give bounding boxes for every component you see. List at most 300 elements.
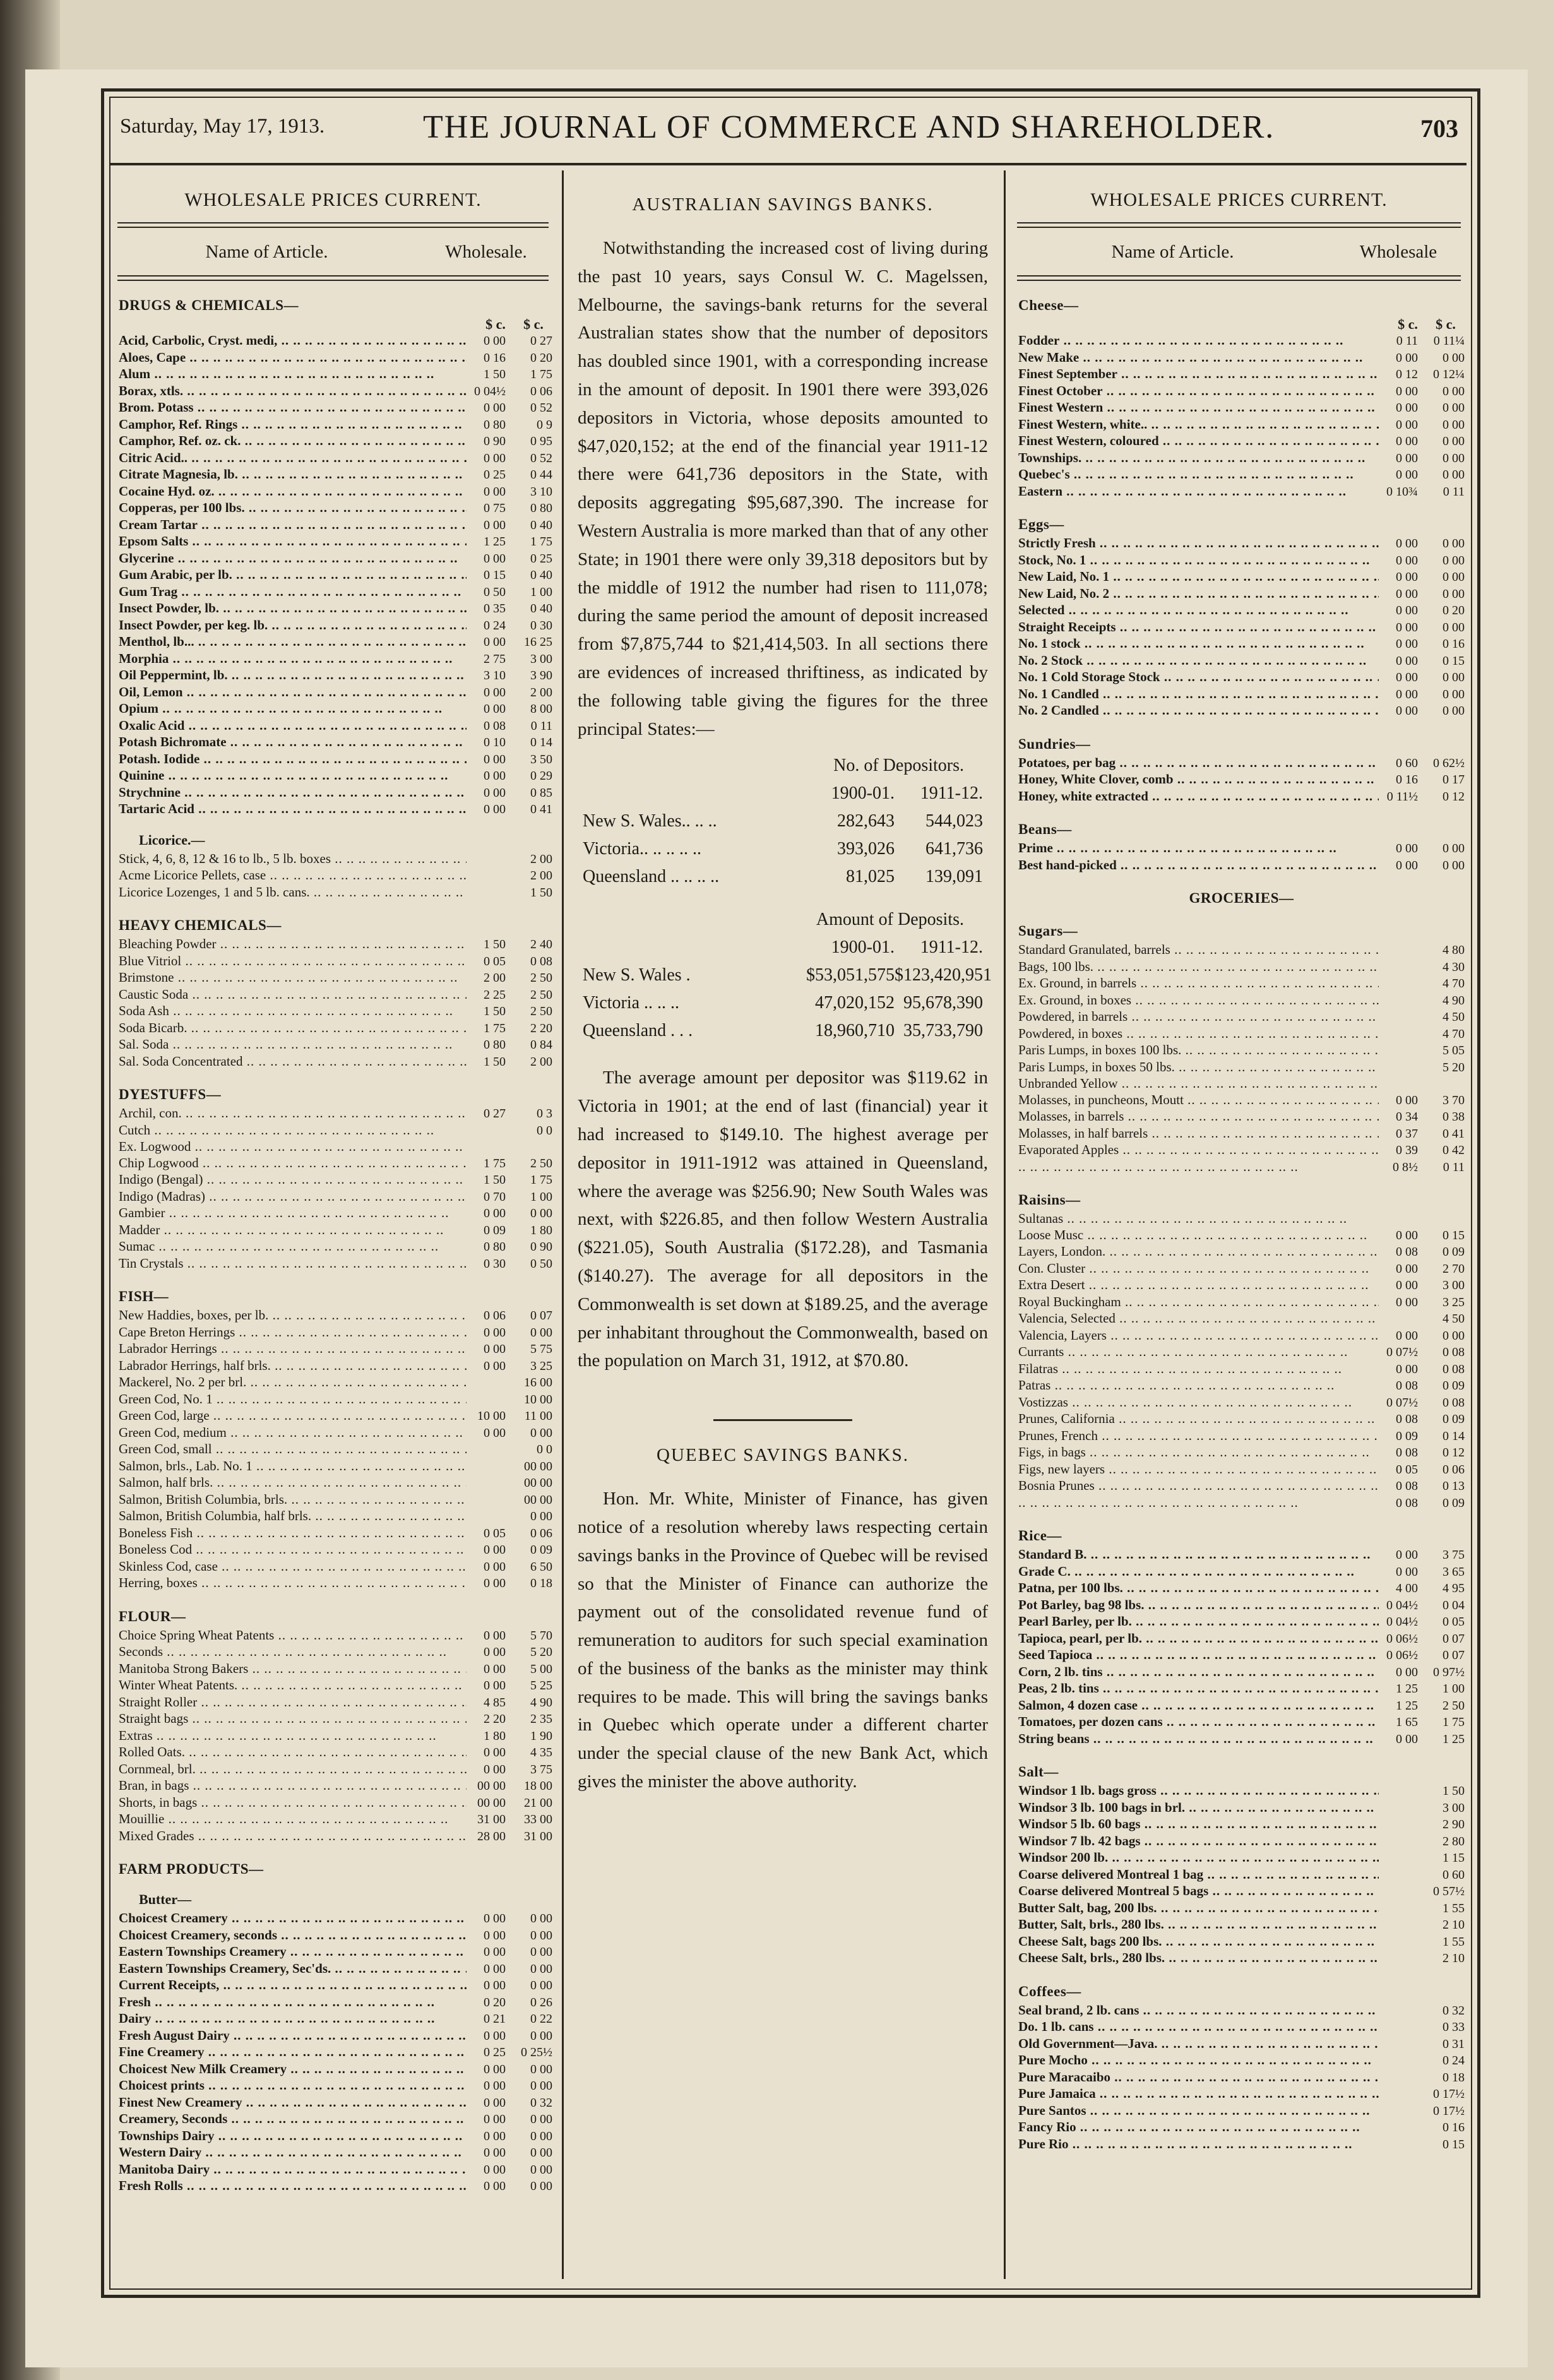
article-name: Do. 1 lb. cans .. .. [1013, 2019, 1379, 2035]
price-low: 0 08 [1396, 1479, 1418, 1493]
double-rule [1017, 222, 1461, 228]
article-name: Molasses, in half barrels .. .. [1013, 1126, 1379, 1142]
price-high: 0 38 [1443, 1110, 1465, 1124]
price-row [1013, 942, 1465, 959]
quebec-savings-article [571, 1485, 994, 1796]
article-name: Choice Spring Wheat Patents .. .. [114, 1627, 467, 1644]
price-low: 0 08 [1396, 1379, 1418, 1393]
article-name: Tartaric Acid .. .. [114, 801, 467, 818]
price-row [114, 1358, 552, 1375]
price-row [1013, 2019, 1465, 2036]
price-row [114, 1525, 552, 1542]
double-rule [1017, 275, 1461, 281]
article-name: Salmon, British Columbia, half brls. .. .. [114, 1508, 467, 1525]
price-high: 2 00 [530, 852, 552, 866]
price-row [114, 433, 552, 450]
price-row [1013, 1227, 1465, 1244]
price-row [1013, 1833, 1465, 1850]
price-row [114, 801, 552, 818]
price-high: 1 50 [1443, 1784, 1465, 1798]
price-row [1013, 602, 1465, 619]
price-low: 0 00 [1396, 451, 1418, 465]
price-low: 0 06½ [1386, 1648, 1418, 1662]
price-row [1013, 1395, 1465, 1412]
article-name: Pearl Barley, per lb. .. .. [1013, 1614, 1379, 1630]
price-row [114, 1944, 552, 1961]
price-high: 5 20 [530, 1645, 552, 1659]
article-name: Windsor 7 lb. 42 bags .. .. [1013, 1833, 1379, 1850]
page-number: 703 [1420, 114, 1458, 143]
deposits-rows [583, 961, 992, 1045]
price-row [1013, 1261, 1465, 1278]
price-low: 0 00 [484, 551, 506, 566]
article-name: Salmon, British Columbia, brls. .. .. [114, 1492, 467, 1508]
price-low: 0 00 [484, 1576, 506, 1590]
article-name: Brom. Potass .. .. [114, 400, 467, 416]
price-low: 0 00 [484, 1912, 506, 1925]
price-row [114, 1324, 552, 1342]
article-name: String beans .. .. [1013, 1731, 1379, 1747]
price-low: 0 06½ [1386, 1631, 1418, 1646]
price-high: 0 32 [1443, 2003, 1465, 2018]
price-high: 2 00 [530, 1054, 552, 1069]
price-row [114, 484, 552, 501]
article-name: Paris Lumps, in boxes 50 lbs. .. .. [1013, 1059, 1379, 1076]
price-low: 0 05 [484, 1526, 506, 1540]
price-high: 0 00 [1443, 468, 1465, 482]
article-name: New Laid, No. 2 .. .. [1013, 586, 1379, 602]
price-high: 0 07 [530, 1309, 552, 1323]
price-low: 0 00 [1396, 687, 1418, 701]
article-name [1013, 1495, 1379, 1511]
left-price-sections [114, 297, 552, 2195]
article-name: Cream Tartar .. .. [114, 517, 467, 533]
price-high: 00 00 [524, 1476, 552, 1490]
price-row [114, 734, 552, 751]
price-high: 33 00 [524, 1812, 552, 1826]
price-row [1013, 467, 1465, 484]
article-name: Figs, new layers .. .. [1013, 1461, 1379, 1478]
article-name: Pure Santos .. .. [1013, 2103, 1379, 2119]
article-name: Filatras .. .. [1013, 1361, 1379, 1377]
price-high: 4 90 [1443, 993, 1465, 1008]
price-row [114, 751, 552, 768]
article-name: No. 2 Candled .. .. [1013, 703, 1379, 719]
article-name: Mouillie .. .. [114, 1811, 467, 1828]
price-row [114, 1677, 552, 1694]
price-low: 0 34 [1396, 1110, 1418, 1124]
article-name: Creamery, Seconds .. .. [114, 2111, 467, 2127]
price-high: 2 40 [530, 937, 552, 951]
price-low: 0 00 [484, 1961, 506, 1976]
price-row [114, 884, 552, 901]
section-title: FARM PRODUCTS— [119, 1861, 264, 1877]
article-name: Strychnine .. .. [114, 785, 467, 801]
price-row [1013, 450, 1465, 467]
right-prices-heading: WHOLESALE PRICES CURRENT. [1090, 189, 1388, 210]
price-high: 0 00 [530, 1978, 552, 1992]
article-name: Mixed Grades .. .. [114, 1828, 467, 1845]
price-row [114, 1105, 552, 1122]
price-row [1013, 350, 1465, 367]
price-high: 11 00 [524, 1409, 552, 1423]
depositors-rows [583, 807, 983, 891]
article-name: Cheese Salt, bags 200 lbs. .. .. [1013, 1934, 1379, 1950]
article-name: Manitoba Strong Bakers .. .. [114, 1661, 467, 1677]
price-row [114, 1728, 552, 1745]
price-row [114, 400, 552, 417]
price-high: 00 00 [524, 1459, 552, 1473]
price-low: 0 00 [484, 1762, 506, 1776]
price-low: 0 00 [1396, 417, 1418, 432]
price-high: 1 55 [1443, 1934, 1465, 1949]
article-name: Finest Western, coloured .. .. [1013, 433, 1379, 449]
price-row [1013, 1211, 1465, 1227]
price-low: 28 00 [477, 1829, 506, 1843]
price-row [114, 2162, 552, 2179]
price-row [1013, 1867, 1465, 1884]
value-1900: 393,026 [837, 839, 895, 859]
price-row [1013, 586, 1465, 603]
table-caption: Amount of Deposits. [816, 910, 964, 930]
price-high: 2 50 [530, 1156, 552, 1170]
article-name: Boneless Cod .. .. [114, 1542, 467, 1558]
price-row [1013, 959, 1465, 976]
price-high: 0 41 [1443, 1126, 1465, 1141]
price-high: 0 00 [530, 1206, 552, 1220]
price-low: 0 00 [1396, 1261, 1418, 1276]
price-low: 0 10 [484, 735, 506, 749]
price-low: 0 04½ [1386, 1615, 1418, 1629]
price-row [114, 1139, 552, 1155]
price-row [1013, 1109, 1465, 1126]
price-row [114, 667, 552, 684]
price-low: 0 27 [484, 1107, 506, 1121]
article-name: Royal Buckingham .. .. [1013, 1294, 1379, 1311]
price-low: 0 00 [484, 1978, 506, 1992]
price-high: 0 31 [1443, 2037, 1465, 2051]
price-low: 2 20 [484, 1712, 506, 1726]
price-high: 0 42 [1443, 1143, 1465, 1157]
price-low: 0 00 [1396, 350, 1418, 365]
price-low: 00 00 [477, 1779, 506, 1793]
price-high: 0 00 [1443, 586, 1465, 601]
price-high: 0 32 [530, 2095, 552, 2110]
article-name: Dairy .. .. [114, 2011, 467, 2027]
price-high: 0 00 [1443, 401, 1465, 415]
article-name: Eastern Townships Creamery .. .. [114, 1944, 467, 1960]
price-low: 0 00 [484, 1543, 506, 1557]
price-low: 0 00 [484, 2162, 506, 2177]
price-high: 1 75 [1443, 1715, 1465, 1729]
price-row [114, 1205, 552, 1222]
price-high: 0 40 [530, 518, 552, 532]
article-name: Skinless Cod, case .. .. [114, 1559, 467, 1575]
article-name: Seed Tapioca .. .. [1013, 1647, 1379, 1663]
article-name: Archil, con. .. .. [114, 1105, 467, 1122]
price-low: 0 04½ [474, 384, 506, 398]
article-name: Finest September .. .. [1013, 366, 1379, 383]
price-row [114, 500, 552, 517]
article-name: No. 1 stock .. .. [1013, 636, 1379, 652]
section-title: Salt— [1018, 1764, 1059, 1780]
article-name: Straight Receipts .. .. [1013, 619, 1379, 636]
price-row [1013, 653, 1465, 670]
price-high: 4 70 [1443, 977, 1465, 991]
section-title: FISH— [119, 1288, 169, 1304]
price-row [1013, 1026, 1465, 1043]
price-low: 0 00 [1396, 620, 1418, 634]
article-name: Old Government—Java. .. .. [1013, 2036, 1379, 2052]
price-high: 0 24 [1443, 2054, 1465, 2068]
price-row [1013, 1883, 1465, 1900]
price-low: 0 00 [484, 2028, 506, 2043]
price-row [1013, 1783, 1465, 1800]
price-high: 16 00 [524, 1376, 552, 1389]
price-row [1013, 333, 1465, 350]
year-col: 1900-01. [831, 783, 895, 804]
article-name: No. 1 Cold Storage Stock .. .. [1013, 669, 1379, 686]
article-name: Windsor 3 lb. 100 bags in brl. .. .. [1013, 1800, 1379, 1816]
article-name: Prunes, French .. .. [1013, 1428, 1379, 1444]
price-low: 0 00 [484, 518, 506, 532]
price-low: 0 00 [484, 1325, 506, 1340]
price-row [114, 1155, 552, 1172]
price-row [1013, 1294, 1465, 1311]
article-name: Layers, London. .. .. [1013, 1244, 1379, 1260]
article-name: Molasses, in barrels .. .. [1013, 1109, 1379, 1125]
price-row [114, 1910, 552, 1927]
wholesale-header: Wholesale. [445, 242, 527, 262]
price-low: 0 39 [1396, 1143, 1418, 1157]
price-low: 0 04½ [1386, 1598, 1418, 1612]
article-name: Cutch .. .. [114, 1122, 467, 1139]
journal-title: THE JOURNAL OF COMMERCE AND SHAREHOLDER. [423, 109, 1275, 145]
price-row [1013, 1328, 1465, 1345]
price-high: 0 06 [530, 384, 552, 398]
price-row [114, 851, 552, 868]
price-row [1013, 1950, 1465, 1967]
price-high: 0 27 [530, 334, 552, 348]
price-high: 0 06 [1443, 1462, 1465, 1477]
price-high: 1 00 [1443, 1682, 1465, 1696]
price-low: 0 00 [1396, 586, 1418, 601]
article-name: Peas, 2 lb. tins .. .. [1013, 1681, 1379, 1697]
section-title: Sundries— [1018, 735, 1091, 752]
price-row [1013, 1428, 1465, 1445]
price-high: 0 12 [1443, 1446, 1465, 1460]
value-1900: 81,025 [846, 867, 895, 887]
price-high: 0 00 [530, 2062, 552, 2076]
price-high: 0 12¼ [1433, 367, 1465, 381]
article-name: Butter, Salt, brls., 280 lbs. .. .. [1013, 1917, 1379, 1933]
price-low: 0 00 [1396, 653, 1418, 668]
article-name: Winter Wheat Patents. .. .. [114, 1677, 467, 1694]
price-high: 0 9 [537, 417, 552, 432]
article-name: Quinine .. .. [114, 768, 467, 784]
price-low: 0 00 [484, 2179, 506, 2193]
price-row [1013, 1681, 1465, 1698]
article-name: Sal. Soda .. .. [114, 1037, 467, 1053]
header-rule [110, 163, 1467, 165]
price-low: 0 00 [484, 1746, 506, 1759]
article-name: Insect Powder, per keg. lb. .. .. [114, 617, 467, 634]
price-row [1013, 1059, 1465, 1076]
price-high: 0 09 [1443, 1412, 1465, 1426]
price-high: 2 50 [530, 971, 552, 985]
price-high: 0 12 [1443, 789, 1465, 804]
article-name: No. 1 Candled .. .. [1013, 686, 1379, 703]
price-low: 0 09 [484, 1223, 506, 1237]
article-name: Eastern .. .. [1013, 484, 1379, 500]
price-low: 0 00 [1396, 384, 1418, 398]
depositors-table [571, 752, 994, 1045]
price-row [1013, 484, 1465, 501]
price-high: 0 16 [1443, 637, 1465, 651]
article-name: Caustic Soda .. .. [114, 987, 467, 1003]
price-row [1013, 1495, 1465, 1512]
price-row [1013, 771, 1465, 788]
price-row [114, 634, 552, 651]
price-row [114, 1559, 552, 1576]
price-row [1013, 840, 1465, 857]
price-high: 2 10 [1443, 1918, 1465, 1932]
price-low: 0 20 [484, 1995, 506, 2009]
price-row [114, 1189, 552, 1206]
article-name: Windsor 200 lb. .. .. [1013, 1850, 1379, 1866]
price-high: 2 35 [530, 1712, 552, 1726]
price-high: 0 00 [1443, 384, 1465, 398]
price-high: 0 14 [530, 735, 552, 749]
price-low: 1 50 [484, 1173, 506, 1187]
price-high: 10 00 [524, 1392, 552, 1407]
section-title: Sugars— [1018, 923, 1078, 939]
table-row [583, 961, 992, 989]
price-high: 0 25½ [521, 2045, 552, 2059]
article-name: Salmon, 4 dozen case .. .. [1013, 1698, 1379, 1714]
article-name: Indigo (Madras) .. .. [114, 1189, 467, 1205]
price-high: 0 09 [1443, 1379, 1465, 1393]
price-high: 4 80 [1443, 943, 1465, 957]
article-name: Current Receipts, .. .. [114, 1977, 467, 1994]
article-name: Prunes, California .. .. [1013, 1411, 1379, 1427]
price-low: 0 00 [484, 2112, 506, 2126]
price-high: 4 50 [1443, 1312, 1465, 1326]
price-high: 1 55 [1443, 1901, 1465, 1915]
price-row [1013, 2002, 1465, 2020]
article-name: Sal. Soda Concentrated .. .. [114, 1054, 467, 1070]
price-high: 4 50 [1443, 1010, 1465, 1024]
price-row [114, 2061, 552, 2078]
price-low: 0 16 [1396, 773, 1418, 787]
article-name: Straight bags .. .. [114, 1711, 467, 1727]
price-high: 0 09 [1443, 1245, 1465, 1259]
article-name: Aloes, Cape .. .. [114, 350, 467, 366]
article-name: Molasses, in puncheons, Moutt .. .. [1013, 1092, 1379, 1109]
price-row [1013, 1361, 1465, 1378]
right-price-sections [1013, 297, 1465, 2153]
article-name: Selected .. .. [1013, 602, 1379, 619]
price-high: 1 00 [530, 1189, 552, 1204]
article-name: No. 2 Stock .. .. [1013, 653, 1379, 669]
price-low: 31 00 [477, 1812, 506, 1826]
price-low: 0 00 [484, 1425, 506, 1440]
price-high: 0 06 [530, 1526, 552, 1540]
price-high: 3 70 [1443, 1093, 1465, 1107]
price-row [1013, 400, 1465, 417]
price-low: 1 25 [1396, 1698, 1418, 1713]
price-units [114, 316, 552, 333]
price-row [114, 987, 552, 1004]
price-high: 4 90 [530, 1695, 552, 1710]
article-name: Acid, Carbolic, Cryst. medi, .. .. [114, 333, 467, 349]
price-low: 0 00 [484, 752, 506, 766]
price-low: 0 00 [1396, 1228, 1418, 1242]
price-high: 3 00 [1443, 1800, 1465, 1815]
price-high: 3 00 [1443, 1278, 1465, 1292]
article-name: Tomatoes, per dozen cans .. .. [1013, 1714, 1379, 1730]
article-name: Alum .. .. [114, 366, 467, 383]
wholesale-header: Wholesale [1359, 242, 1437, 262]
price-low: 2 25 [484, 987, 506, 1002]
section-title: Cheese— [1018, 297, 1079, 313]
price-high: 0 00 [1443, 537, 1465, 550]
price-row [1013, 535, 1465, 552]
price-row [1013, 1917, 1465, 1934]
price-high: 0 08 [1443, 1345, 1465, 1359]
price-high: 0 25 [530, 551, 552, 566]
price-high: 0 00 [530, 1945, 552, 1959]
price-high: 0 00 [1443, 553, 1465, 568]
price-high: 0 20 [1443, 604, 1465, 617]
price-low: 0 07½ [1386, 1395, 1418, 1410]
year-col: 1911-12. [920, 783, 983, 804]
price-low: 0 07½ [1386, 1345, 1418, 1359]
article-name: Indigo (Bengal) .. .. [114, 1172, 467, 1188]
state-name: New S. Wales . [583, 965, 691, 985]
article-name: Finest Western, white.. .. .. [1013, 417, 1379, 433]
price-high: 5 05 [1443, 1044, 1465, 1057]
price-high: 0 0 [537, 1443, 552, 1456]
price-row [114, 1761, 552, 1778]
article-name: Salmon, brls., Lab. No. 1 .. .. [114, 1458, 467, 1475]
article-name: Green Cod, large .. .. [114, 1408, 467, 1424]
price-high: 2 50 [530, 1004, 552, 1018]
price-row [114, 1492, 552, 1509]
price-high: 1 15 [1443, 1851, 1465, 1865]
price-row [1013, 1647, 1465, 1664]
price-high: 5 00 [530, 1662, 552, 1676]
price-row [114, 333, 552, 350]
price-high: 0 00 [1443, 451, 1465, 465]
column-rule-left [562, 170, 564, 2279]
australian-savings-article [571, 234, 994, 743]
article-name: Powdered, in barrels .. .. [1013, 1009, 1379, 1025]
article-name: Green Cod, No. 1 .. .. [114, 1391, 467, 1408]
price-row [114, 2111, 552, 2128]
value-1900: $53,051,575 [806, 965, 895, 985]
article-name: Cheese Salt, brls., 280 lbs. .. .. [1013, 1950, 1379, 1966]
price-high: 0 18 [1443, 2070, 1465, 2085]
price-row [1013, 1580, 1465, 1597]
price-high: 0 14 [1443, 1429, 1465, 1443]
value-1900: 282,643 [837, 811, 895, 831]
price-low: 0 30 [484, 1256, 506, 1271]
price-row [1013, 1311, 1465, 1328]
section-title: DRUGS & CHEMICALS— [119, 297, 299, 313]
price-row [114, 2128, 552, 2145]
price-low: 2 75 [484, 652, 506, 666]
